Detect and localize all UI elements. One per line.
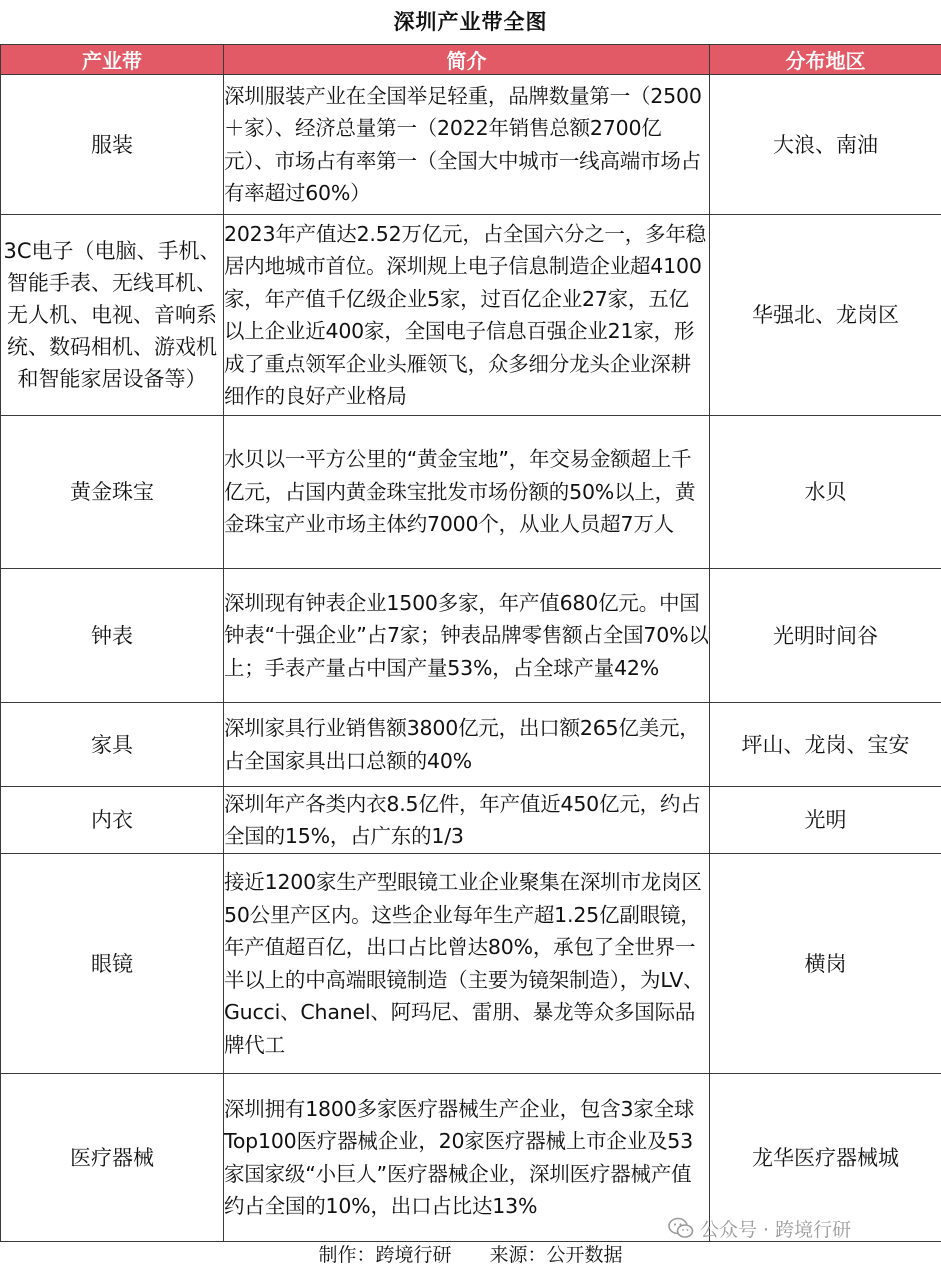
industry-cell: 3C电子（电脑、手机、智能手表、无线耳机、无人机、电视、音响系统、数码相机、游戏机和智能家居设备等） bbox=[1, 215, 224, 416]
table-row bbox=[1, 703, 941, 787]
region-cell: 坪山、龙岗、宝安 bbox=[710, 703, 941, 787]
header-region: 分布地区 bbox=[710, 45, 941, 75]
industry-cell: 家具 bbox=[1, 703, 224, 787]
description-cell: 2023年产值达2.52万亿元，占全国六分之一，多年稳居内地城市首位。深圳规上电子信息制造企业超4100家，年产值千亿级企业5家，过百亿企业27家，五亿以上企业近400家，全国电子信息百强企业21家，形成了重点领军企业头雁领飞，众多细分龙头企业深耕细作的良好产业格局 bbox=[224, 215, 710, 416]
table-row bbox=[1, 854, 941, 1074]
industry-cell: 黄金珠宝 bbox=[1, 416, 224, 569]
region-cell: 大浪、南油 bbox=[710, 75, 941, 215]
region-cell: 横岗 bbox=[710, 854, 941, 1074]
account-watermark bbox=[668, 1214, 851, 1242]
industry-table bbox=[0, 44, 941, 1242]
industry-cell: 医疗器械 bbox=[1, 1074, 224, 1242]
description-cell: 深圳现有钟表企业1500多家，年产值680亿元。中国钟表“十强企业”占7家；钟表品牌零售额占全国70%以上；手表产量占中国产量53%，占全球产量42% bbox=[224, 569, 710, 703]
region-cell: 光明 bbox=[710, 787, 941, 854]
table-row bbox=[1, 569, 941, 703]
industry-cell: 眼镜 bbox=[1, 854, 224, 1074]
wechat-icon bbox=[668, 1217, 694, 1239]
region-cell: 光明时间谷 bbox=[710, 569, 941, 703]
footer bbox=[0, 1241, 941, 1269]
description-cell: 接近1200家生产型眼镜工业企业聚集在深圳市龙岗区50公里产区内。这些企业每年生产超1.25亿副眼镜，年产值超百亿，出口占比曾达80%，承包了全世界一半以上的中高端眼镜制造（主要为镜架制造），为LV、Gucci、Chanel、阿玛尼、雷朋、暴龙等众多国际品牌代工 bbox=[224, 854, 710, 1074]
industry-cell: 内衣 bbox=[1, 787, 224, 854]
region-cell: 水贝 bbox=[710, 416, 941, 569]
header-description: 简介 bbox=[224, 45, 710, 75]
footer-source: 来源：公开数据 bbox=[489, 1244, 623, 1266]
account-watermark-text: 公众号 · 跨境行研 bbox=[700, 1218, 852, 1241]
industry-cell: 服装 bbox=[1, 75, 224, 215]
table-header-row bbox=[1, 45, 941, 75]
page-title: 深圳产业带全图 bbox=[393, 10, 548, 34]
table-row bbox=[1, 75, 941, 215]
table-row bbox=[1, 215, 941, 416]
description-cell: 深圳拥有1800多家医疗器械生产企业，包含3家全球Top100医疗器械企业，20家医疗器械上市企业及53家国家级“小巨人”医疗器械企业，深圳医疗器械产值约占全国的10%，出口占比达13% bbox=[224, 1074, 710, 1242]
description-cell: 水贝以一平方公里的“黄金宝地”，年交易金额超上千亿元，占国内黄金珠宝批发市场份额的50%以上，黄金珠宝产业市场主体约7000个，从业人员超7万人 bbox=[224, 416, 710, 569]
header-industry: 产业带 bbox=[1, 45, 224, 75]
industry-cell: 钟表 bbox=[1, 569, 224, 703]
footer-maker: 制作：跨境行研 bbox=[318, 1244, 452, 1266]
table-row bbox=[1, 787, 941, 854]
description-cell: 深圳服装产业在全国举足轻重，品牌数量第一（2500＋家）、经济总量第一（2022年销售总额2700亿元）、市场占有率第一（全国大中城市一线高端市场占有率超过60%） bbox=[224, 75, 710, 215]
region-cell: 龙华医疗器械城 bbox=[710, 1074, 941, 1242]
region-cell: 华强北、龙岗区 bbox=[710, 215, 941, 416]
description-cell: 深圳家具行业销售额3800亿元，出口额265亿美元，占全国家具出口总额的40% bbox=[224, 703, 710, 787]
table-row bbox=[1, 416, 941, 569]
description-cell: 深圳年产各类内衣8.5亿件，年产值近450亿元，约占全国的15%，占广东的1/3 bbox=[224, 787, 710, 854]
